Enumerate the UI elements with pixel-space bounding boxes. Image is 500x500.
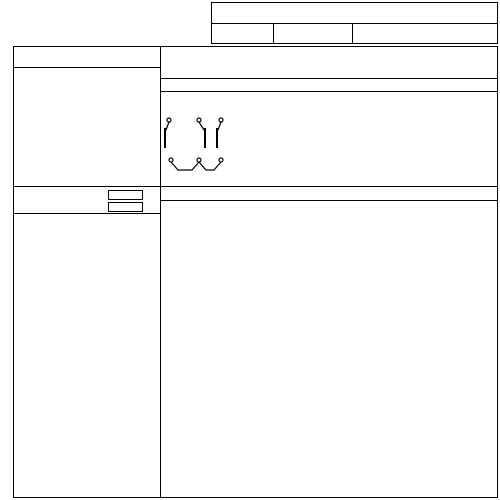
contact-diagram	[165, 118, 223, 170]
